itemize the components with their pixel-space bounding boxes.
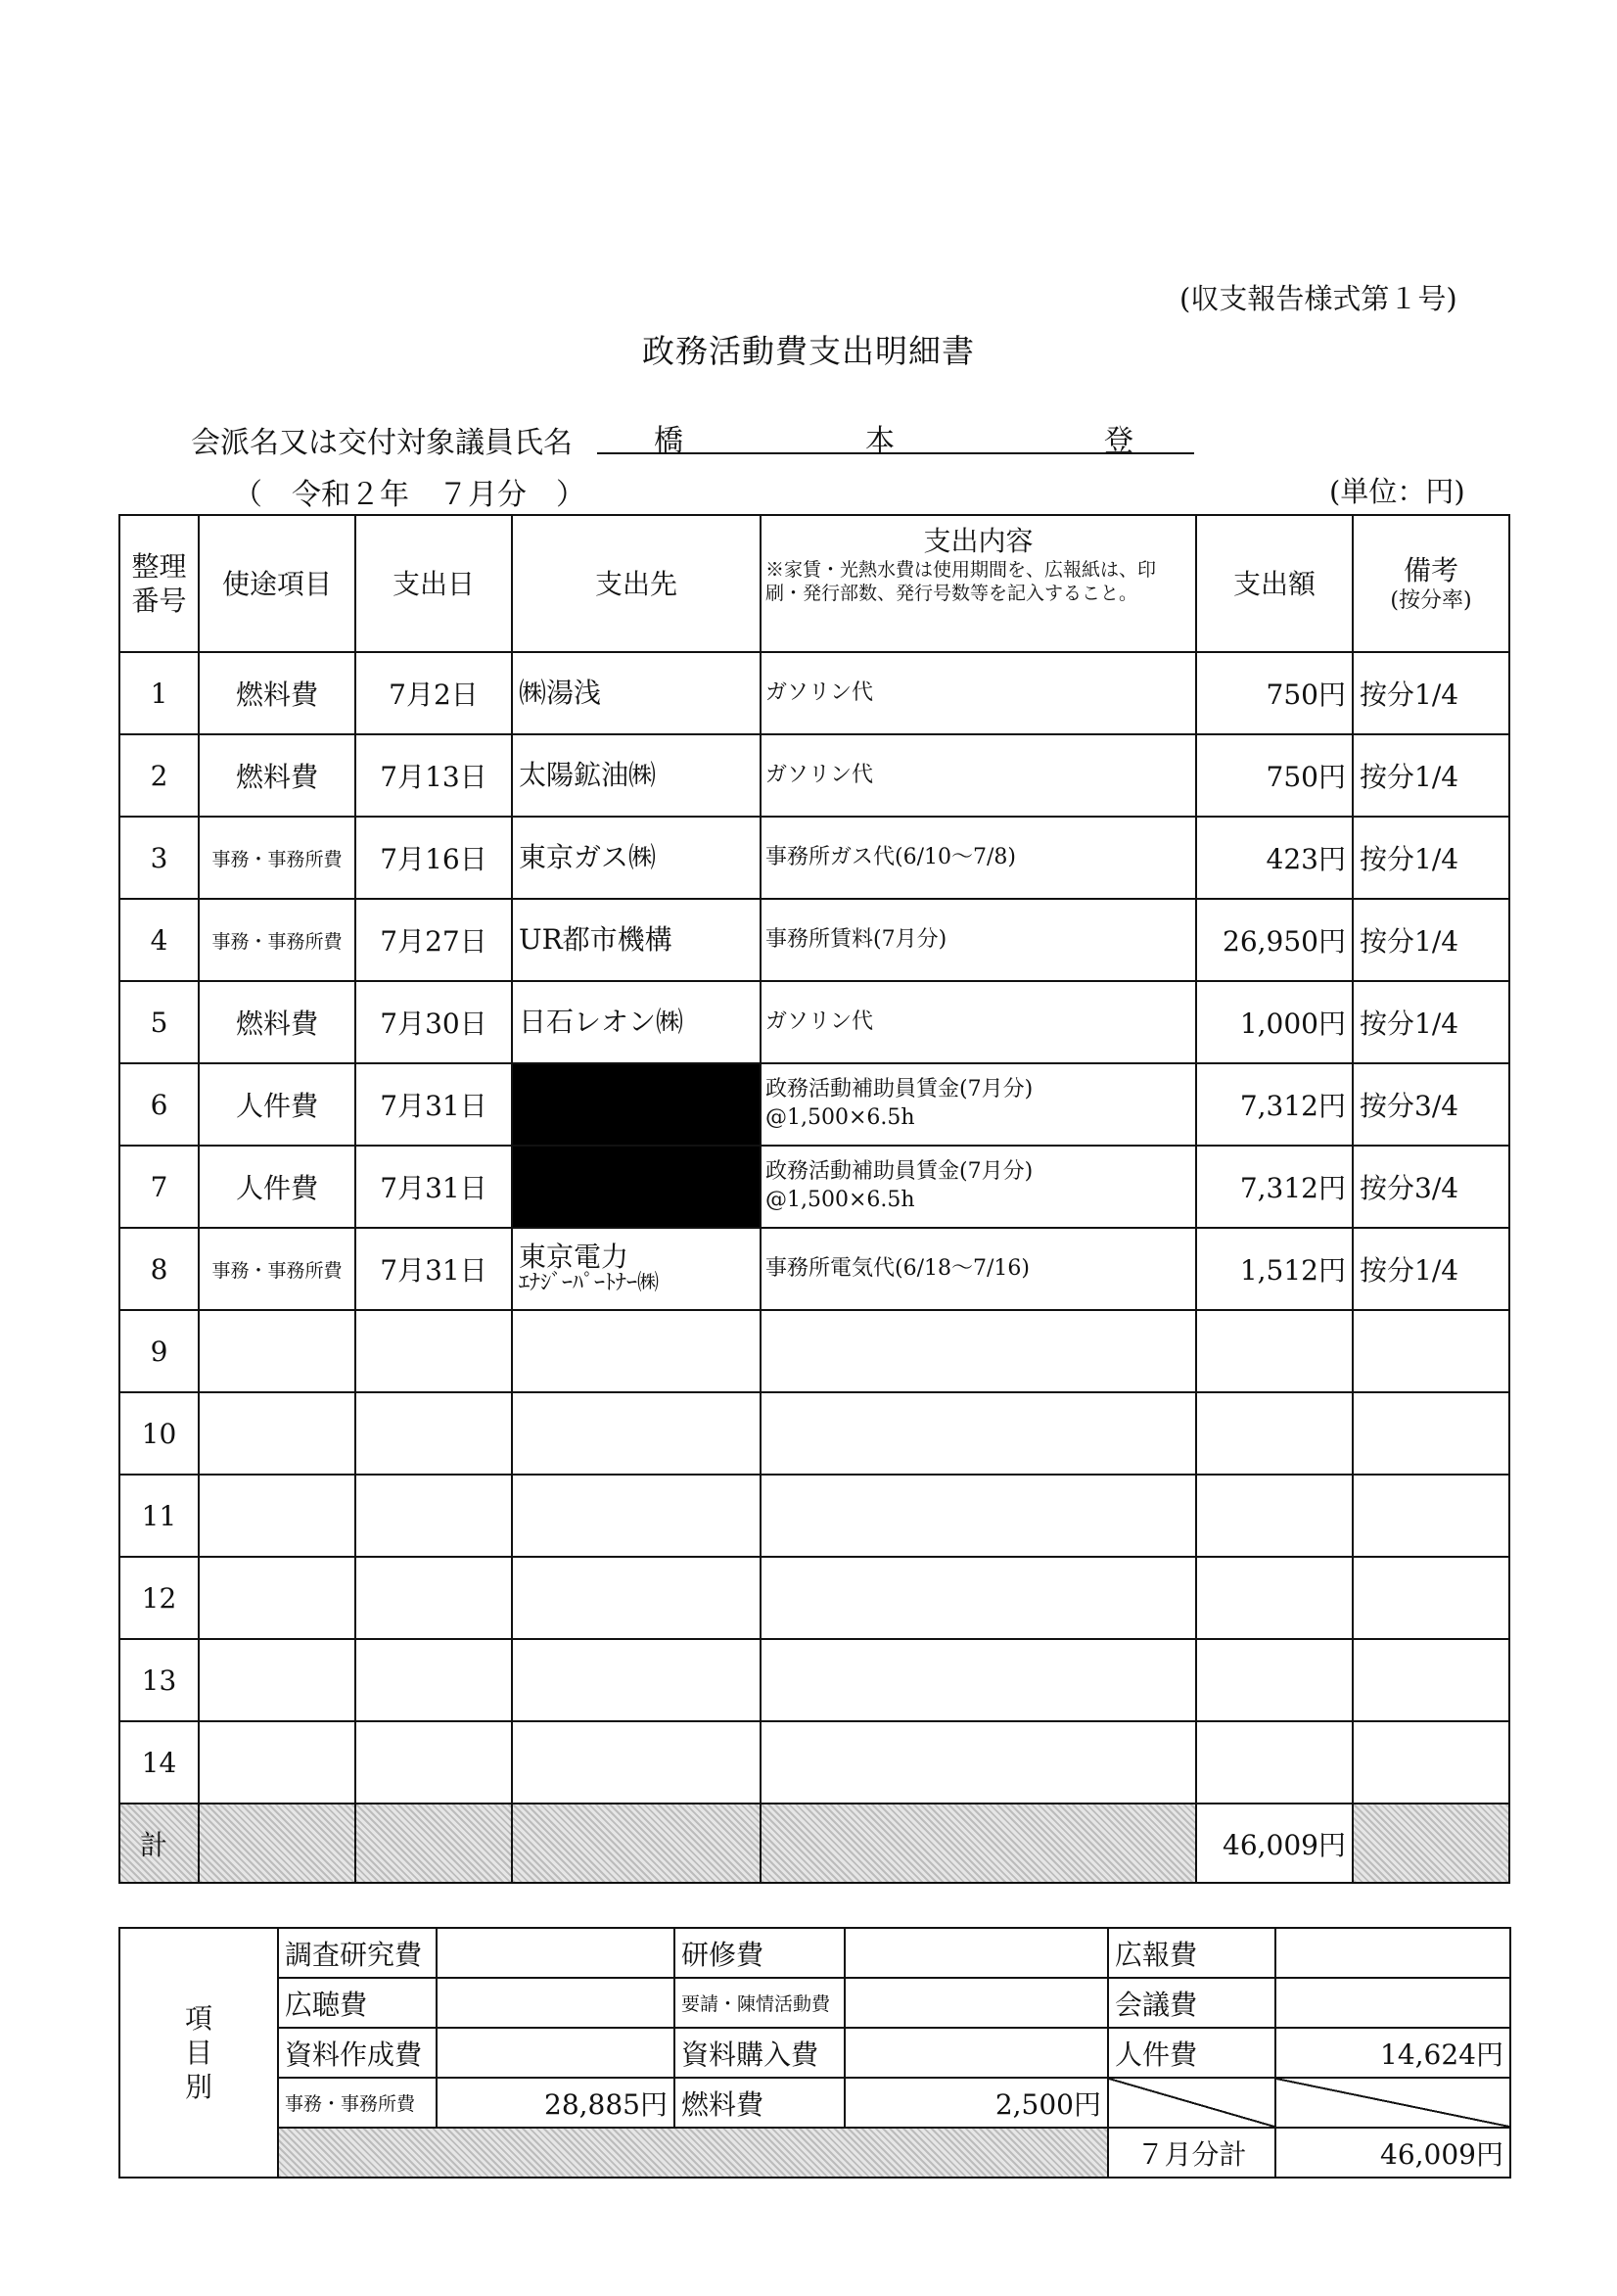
summary-value — [1275, 1978, 1510, 2028]
row-payee — [512, 817, 761, 899]
table-row — [119, 1557, 1509, 1639]
row-category: 事務・事務所費 — [199, 899, 355, 981]
table-row — [119, 1475, 1509, 1557]
payee-name: 東京ガス㈱ — [519, 840, 657, 873]
row-amount: 423円 — [1196, 817, 1353, 899]
diagonal-cell — [1275, 2078, 1510, 2128]
table-row — [119, 1063, 1509, 1146]
row-amount — [1196, 1721, 1353, 1804]
row-payee — [512, 1146, 761, 1228]
row-payee — [512, 652, 761, 734]
table-row — [119, 981, 1509, 1063]
name-part-2: 本 — [865, 424, 895, 458]
table-row — [119, 1721, 1509, 1804]
document-title: 政務活動費支出明細書 — [642, 332, 975, 370]
total-amount: 46,009円 — [1196, 1804, 1353, 1883]
row-contents: 事務所電気代(6/18～7/16) — [761, 1228, 1196, 1310]
summary-value — [437, 2028, 674, 2078]
row-category — [199, 1557, 355, 1639]
total-row — [119, 1804, 1509, 1883]
row-contents — [761, 1639, 1196, 1721]
summary-value — [845, 1928, 1108, 1978]
row-date — [355, 1557, 512, 1639]
row-category: 燃料費 — [199, 981, 355, 1063]
row-payee — [512, 1063, 761, 1146]
header-remarks-title: 備考 — [1403, 553, 1458, 586]
row-amount: 1,000円 — [1196, 981, 1353, 1063]
table-row — [119, 1146, 1509, 1228]
expense-table — [118, 514, 1510, 1884]
row-contents: 事務所ガス代(6/10～7/8) — [761, 817, 1196, 899]
table-row — [119, 1228, 1509, 1310]
shaded-cell — [355, 1804, 512, 1883]
row-payee — [512, 1392, 761, 1475]
row-contents — [761, 1557, 1196, 1639]
row-no: 1 — [119, 652, 199, 734]
row-payee — [512, 1721, 761, 1804]
row-remarks — [1353, 1557, 1509, 1639]
category-summary-table — [118, 1927, 1511, 2179]
form-number: (収支報告様式第１号) — [1179, 282, 1457, 315]
month-total-value: 46,009円 — [1275, 2128, 1510, 2178]
summary-label: 調査研究費 — [278, 1928, 437, 1978]
row-remarks: 按分1/4 — [1353, 734, 1509, 817]
row-category: 燃料費 — [199, 734, 355, 817]
row-payee — [512, 981, 761, 1063]
row-no: 5 — [119, 981, 199, 1063]
row-remarks: 按分1/4 — [1353, 652, 1509, 734]
payee-name: ㈱湯浅 — [519, 676, 602, 709]
row-no: 10 — [119, 1392, 199, 1475]
row-amount — [1196, 1392, 1353, 1475]
summary-value — [437, 1978, 674, 2028]
header-remarks-sub: (按分率) — [1390, 587, 1472, 613]
shaded-cell — [761, 1804, 1196, 1883]
row-date: 7月31日 — [355, 1146, 512, 1228]
payee-name: 東京電力 — [519, 1240, 629, 1273]
row-payee — [512, 734, 761, 817]
row-date — [355, 1310, 512, 1392]
summary-row — [119, 2028, 1510, 2078]
summary-label: 会議費 — [1108, 1978, 1275, 2028]
row-no: 11 — [119, 1475, 199, 1557]
row-contents — [761, 1475, 1196, 1557]
row-remarks — [1353, 1639, 1509, 1721]
row-remarks — [1353, 1721, 1509, 1804]
row-date: 7月2日 — [355, 652, 512, 734]
header-category: 使途項目 — [199, 515, 355, 652]
row-no: 12 — [119, 1557, 199, 1639]
header-contents — [761, 515, 1196, 652]
row-contents: 政務活動補助員賃金(7月分) @1,500×6.5h — [761, 1063, 1196, 1146]
table-row — [119, 1310, 1509, 1392]
row-no: 6 — [119, 1063, 199, 1146]
row-no: 13 — [119, 1639, 199, 1721]
header-contents-title: 支出内容 — [923, 525, 1034, 557]
row-payee — [512, 1475, 761, 1557]
table-row — [119, 1392, 1509, 1475]
row-amount: 1,512円 — [1196, 1228, 1353, 1310]
name-part-3: 登 — [1104, 424, 1133, 458]
report-period: （ 令和２年 ７月分 ） — [233, 478, 585, 512]
row-date: 7月16日 — [355, 817, 512, 899]
row-category: 燃料費 — [199, 652, 355, 734]
summary-total-row — [119, 2128, 1510, 2178]
summary-row — [119, 1928, 1510, 1978]
row-no: 3 — [119, 817, 199, 899]
name-part-1: 橋 — [654, 424, 683, 458]
row-no: 14 — [119, 1721, 199, 1804]
row-amount: 7,312円 — [1196, 1146, 1353, 1228]
header-contents-note: ※家賃・光熱水費は使用期間を、広報紙は、印刷・発行部数、発行号数等を記入すること。 — [765, 559, 1157, 604]
table-row — [119, 734, 1509, 817]
row-date: 7月27日 — [355, 899, 512, 981]
row-contents — [761, 1721, 1196, 1804]
row-category: 事務・事務所費 — [199, 817, 355, 899]
row-payee — [512, 1310, 761, 1392]
row-date: 7月31日 — [355, 1228, 512, 1310]
summary-label: 人件費 — [1108, 2028, 1275, 2078]
row-category: 人件費 — [199, 1146, 355, 1228]
row-date: 7月13日 — [355, 734, 512, 817]
row-contents: 政務活動補助員賃金(7月分) @1,500×6.5h — [761, 1146, 1196, 1228]
table-header-row — [119, 515, 1509, 652]
table-row — [119, 817, 1509, 899]
row-amount — [1196, 1557, 1353, 1639]
header-remarks — [1353, 515, 1509, 652]
payee-name: 太陽鉱油㈱ — [519, 758, 657, 791]
summary-value — [845, 1978, 1108, 2028]
diagonal-cell — [1108, 2078, 1275, 2128]
row-remarks — [1353, 1392, 1509, 1475]
summary-label: 要請・陳情活動費 — [674, 1978, 845, 2028]
row-category — [199, 1721, 355, 1804]
header-amount: 支出額 — [1196, 515, 1353, 652]
shaded-cell — [199, 1804, 355, 1883]
summary-vertical-label: 項 目 別 — [119, 1928, 278, 2178]
summary-value: 28,885円 — [437, 2078, 674, 2128]
payee-name: 日石レオン㈱ — [519, 1005, 684, 1038]
row-amount: 26,950円 — [1196, 899, 1353, 981]
row-payee — [512, 1557, 761, 1639]
header-date: 支出日 — [355, 515, 512, 652]
row-contents: ガソリン代 — [761, 734, 1196, 817]
summary-value — [845, 2028, 1108, 2078]
row-payee — [512, 1639, 761, 1721]
row-category: 人件費 — [199, 1063, 355, 1146]
table-row — [119, 899, 1509, 981]
row-no: 2 — [119, 734, 199, 817]
row-remarks: 按分3/4 — [1353, 1063, 1509, 1146]
shaded-cell — [512, 1804, 761, 1883]
row-contents — [761, 1310, 1196, 1392]
header-no: 整理番号 — [119, 515, 199, 652]
summary-label: 資料購入費 — [674, 2028, 845, 2078]
row-amount — [1196, 1639, 1353, 1721]
row-remarks: 按分1/4 — [1353, 981, 1509, 1063]
row-amount: 750円 — [1196, 652, 1353, 734]
summary-value — [437, 1928, 674, 1978]
row-date — [355, 1639, 512, 1721]
row-date — [355, 1392, 512, 1475]
row-contents: ガソリン代 — [761, 981, 1196, 1063]
row-amount: 7,312円 — [1196, 1063, 1353, 1146]
row-remarks — [1353, 1310, 1509, 1392]
row-no: 8 — [119, 1228, 199, 1310]
summary-label: 広報費 — [1108, 1928, 1275, 1978]
summary-label: 事務・事務所費 — [278, 2078, 437, 2128]
payee-subname: ｴﾅｼﾞｰﾊﾟｰﾄﾅｰ㈱ — [519, 1271, 660, 1296]
row-date: 7月31日 — [355, 1063, 512, 1146]
row-contents: 事務所賃料(7月分) — [761, 899, 1196, 981]
row-no: 7 — [119, 1146, 199, 1228]
row-category — [199, 1392, 355, 1475]
row-category: 事務・事務所費 — [199, 1228, 355, 1310]
row-category — [199, 1310, 355, 1392]
row-date — [355, 1721, 512, 1804]
row-amount: 750円 — [1196, 734, 1353, 817]
table-row — [119, 652, 1509, 734]
row-remarks: 按分1/4 — [1353, 1228, 1509, 1310]
summary-value: 2,500円 — [845, 2078, 1108, 2128]
table-row — [119, 1639, 1509, 1721]
row-contents: ガソリン代 — [761, 652, 1196, 734]
name-label: 会派名又は交付対象議員氏名 — [191, 426, 573, 460]
row-remarks: 按分1/4 — [1353, 817, 1509, 899]
row-no: 9 — [119, 1310, 199, 1392]
row-remarks — [1353, 1475, 1509, 1557]
summary-value: 14,624円 — [1275, 2028, 1510, 2078]
unit-label: (単位：円) — [1329, 475, 1465, 508]
row-category — [199, 1639, 355, 1721]
row-amount — [1196, 1475, 1353, 1557]
row-date — [355, 1475, 512, 1557]
summary-row — [119, 2078, 1510, 2128]
row-contents — [761, 1392, 1196, 1475]
row-remarks: 按分1/4 — [1353, 899, 1509, 981]
summary-label: 広聴費 — [278, 1978, 437, 2028]
payee-name: UR都市機構 — [519, 922, 672, 956]
row-payee — [512, 899, 761, 981]
row-amount — [1196, 1310, 1353, 1392]
summary-label: 燃料費 — [674, 2078, 845, 2128]
shaded-cell — [1353, 1804, 1509, 1883]
row-remarks: 按分3/4 — [1353, 1146, 1509, 1228]
summary-row — [119, 1978, 1510, 2028]
row-category — [199, 1475, 355, 1557]
shaded-cell — [278, 2128, 1108, 2178]
row-no: 4 — [119, 899, 199, 981]
header-payee: 支出先 — [512, 515, 761, 652]
summary-label: 資料作成費 — [278, 2028, 437, 2078]
total-label: 計 — [119, 1804, 199, 1883]
summary-label: 研修費 — [674, 1928, 845, 1978]
month-total-label: ７月分計 — [1108, 2128, 1275, 2178]
row-payee — [512, 1228, 761, 1310]
summary-value — [1275, 1928, 1510, 1978]
row-date: 7月30日 — [355, 981, 512, 1063]
